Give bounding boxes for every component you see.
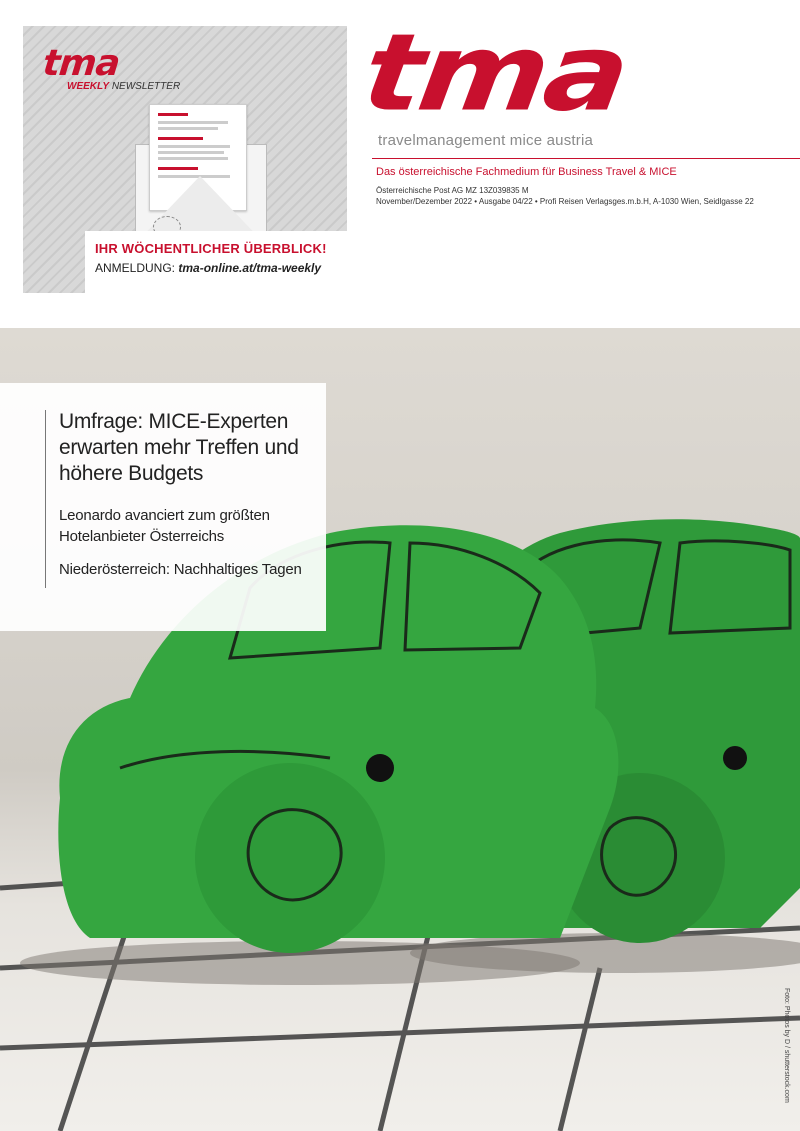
signup-label: ANMELDUNG: [95,261,176,275]
newsletter-logo: tma [40,43,122,84]
cover-teaser-panel [0,383,326,631]
masthead-tagline: travelmanagement mice austria [378,132,594,149]
issue-info: November/Dezember 2022 • Ausgabe 04/22 • Profi Reisen Verlagsges.m.b.H, A-1030 Wien, Seidlgasse 22 [376,197,754,206]
newsletter-headline: IHR WÖCHENTLICHER ÜBERBLICK! [95,241,327,256]
photo-credit: Foto: Photos by D / shutterstock.com [783,988,790,1103]
story-leonardo[interactable]: Leonardo avanciert zum größten Hotelanbieter Österreichs [59,507,270,545]
newsletter-label: NEWSLETTER [111,81,181,92]
teaser-rule [45,410,46,588]
postal-info: Österreichische Post AG MZ 13Z039835 M [376,186,529,195]
masthead-logo: tma [355,11,634,136]
envelope-illustration [135,104,265,249]
headline-story[interactable]: Umfrage: MICE-Experten erwarten mehr Treffen und höhere Budgets [59,410,299,485]
masthead-divider [372,158,800,159]
newsletter-ad[interactable] [23,26,347,293]
signup-link[interactable]: tma-online.at/tma-weekly [178,261,322,275]
story-niederoesterreich[interactable]: Niederösterreich: Nachhaltiges Tagen [59,561,302,578]
newsletter-signup [95,261,321,275]
newsletter-subtitle [67,81,180,92]
masthead-description: Das österreichische Fachmedium für Business Travel & MICE [376,166,677,178]
weekly-label: WEEKLY [67,81,110,92]
newsletter-banner [85,231,347,293]
